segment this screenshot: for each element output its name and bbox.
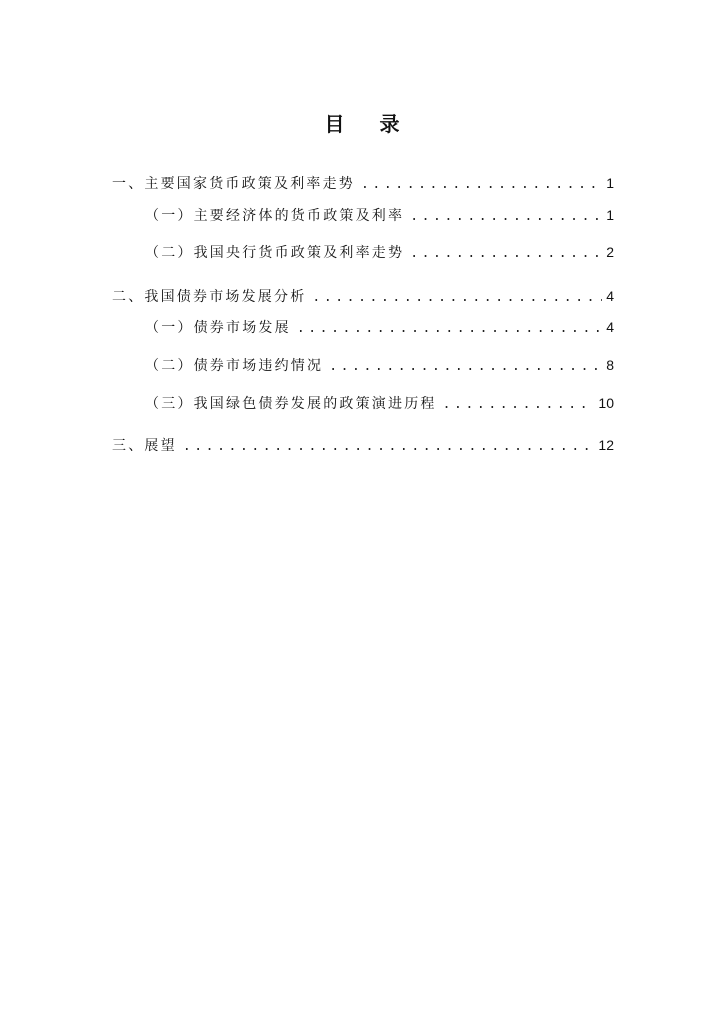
toc-entry-page: 10 [598,395,614,411]
toc-entry-page: 12 [598,437,614,453]
toc-entry-text: （一）主要经济体的货币政策及利率 [145,208,405,224]
toc-entry-page: 2 [606,244,614,260]
toc-entry-text: 三、展望 [112,438,177,454]
toc-entry-text: （二）我国央行货币政策及利率走势 [145,245,405,261]
toc-entry-text: 二、我国债券市场发展分析 [112,289,307,305]
toc-entry-page: 8 [606,357,614,373]
dot-leader [443,395,595,415]
toc-entry[interactable] [145,393,614,413]
dot-leader [183,437,595,457]
toc-entry[interactable] [112,286,614,306]
toc-entry[interactable] [145,355,614,375]
toc-entry-page: 1 [606,175,614,191]
dot-leader [329,357,602,377]
toc-entry-text: （二）债券市场违约情况 [145,358,324,374]
dot-leader [410,244,602,264]
toc-entry-text: （三）我国绿色债券发展的政策演进历程 [145,396,437,412]
toc-entry-page: 4 [606,319,614,335]
toc-entry-text: 一、主要国家货币政策及利率走势 [112,176,355,192]
dot-leader [361,175,602,195]
toc-entry[interactable] [145,205,614,225]
dot-leader [297,319,602,339]
dot-leader [312,288,602,308]
toc-entry[interactable] [112,435,614,455]
toc-entry[interactable] [112,173,614,193]
toc-entry[interactable] [145,317,614,337]
toc-entry[interactable] [145,242,614,262]
dot-leader [410,207,602,227]
toc-entry-text: （一）债券市场发展 [145,320,291,336]
toc-entry-page: 4 [606,288,614,304]
toc-entry-page: 1 [606,207,614,223]
toc-title: 目 录 [324,112,414,136]
